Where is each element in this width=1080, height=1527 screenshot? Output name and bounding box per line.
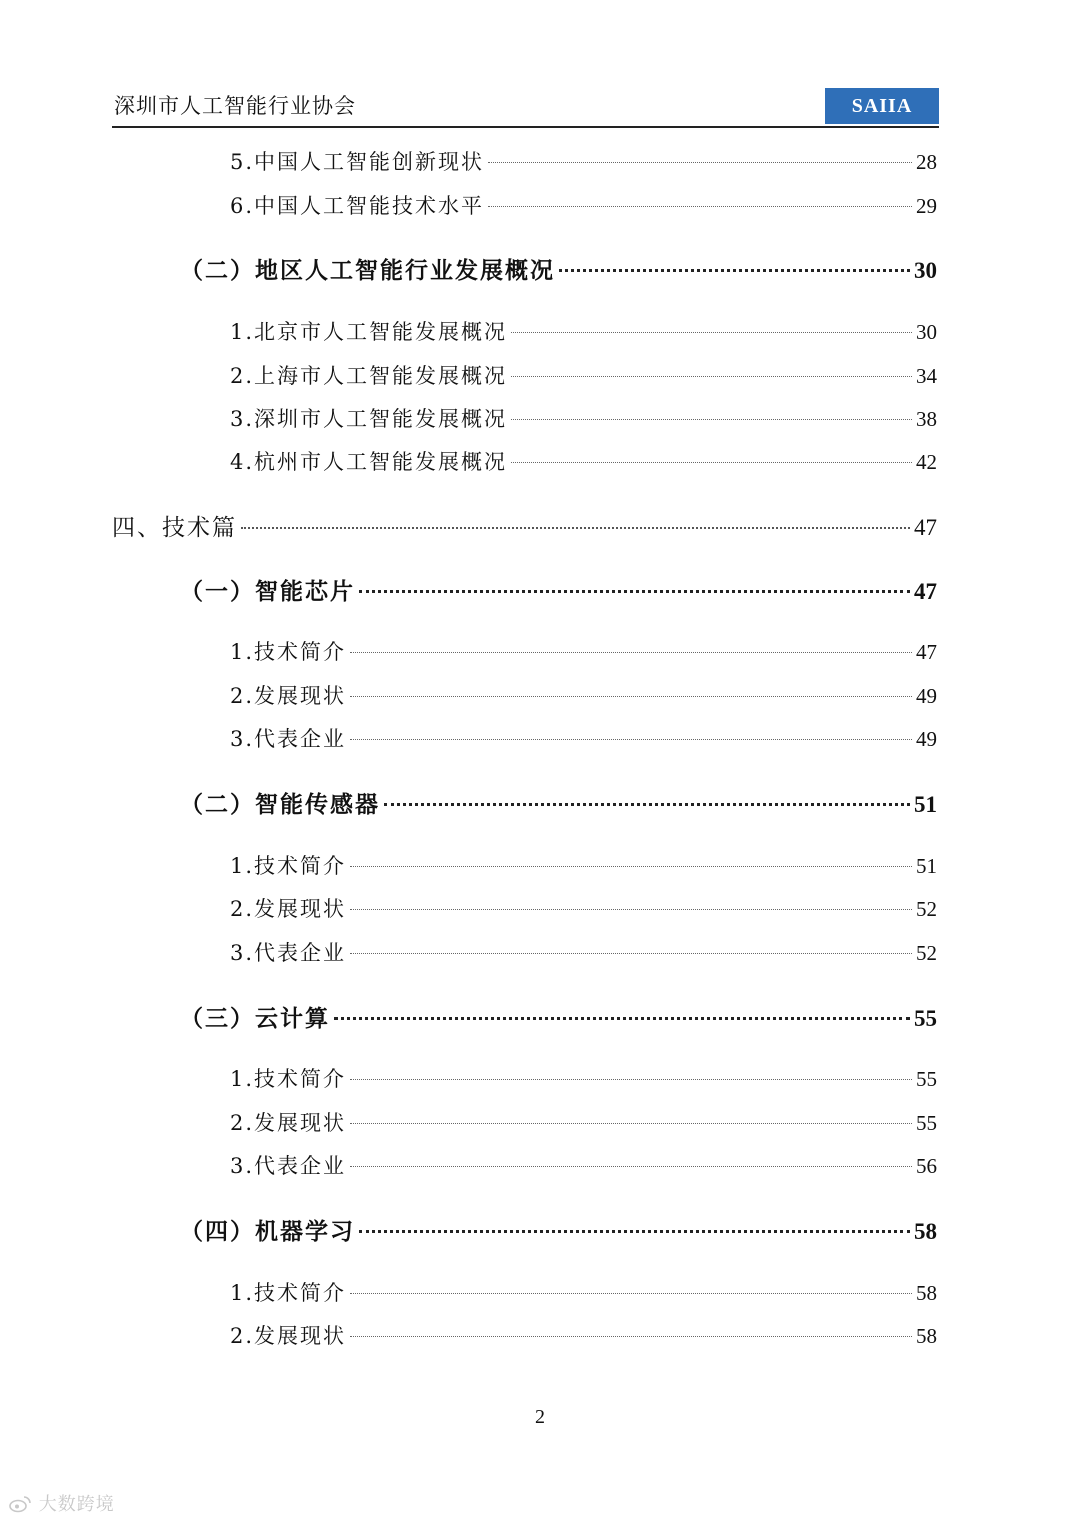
toc-entry[interactable] [230, 316, 937, 352]
toc-entry-label: 2.上海市人工智能发展概况 [230, 364, 508, 388]
toc-leader-dots [511, 376, 912, 377]
toc-entry[interactable] [230, 850, 937, 886]
toc-entry-label: 3.代表企业 [230, 941, 347, 965]
toc-entry-label: （三）云计算 [180, 1005, 330, 1032]
toc-section-entry[interactable] [180, 1000, 937, 1036]
watermark [8, 1490, 115, 1516]
toc-leader-dots [334, 1017, 910, 1020]
toc-entry-page: 47 [914, 579, 937, 604]
toc-leader-dots [350, 739, 912, 740]
toc-leader-dots [511, 462, 912, 463]
toc-entry-page: 42 [916, 450, 937, 474]
toc-leader-dots [559, 269, 910, 272]
toc-entry-page: 52 [916, 897, 937, 921]
toc-entry-label: （二）智能传感器 [180, 791, 380, 818]
toc-entry-label: 1.北京市人工智能发展概况 [230, 320, 508, 344]
toc-entry-label: （一）智能芯片 [180, 578, 355, 605]
watermark-text: 大数跨境 [38, 1494, 115, 1515]
toc-entry-label: 1.技术简介 [230, 1281, 347, 1305]
toc-entry-label: （四）机器学习 [180, 1218, 355, 1245]
toc-leader-dots [350, 866, 912, 867]
toc-leader-dots [350, 696, 912, 697]
toc-entry-page: 28 [916, 150, 937, 174]
toc-entry-page: 58 [916, 1281, 937, 1305]
toc-entry-label: （二）地区人工智能行业发展概况 [180, 257, 555, 284]
toc-entry-page: 55 [916, 1111, 937, 1135]
toc-entry-label: 2.发展现状 [230, 897, 347, 921]
page-header [112, 86, 939, 128]
toc-entry[interactable] [230, 1320, 937, 1356]
toc-entry-label: 四、技术篇 [112, 515, 237, 541]
toc-entry[interactable] [230, 636, 937, 672]
toc-leader-dots [350, 652, 912, 653]
toc-leader-dots [488, 162, 912, 163]
toc-entry-label: 2.发展现状 [230, 1324, 347, 1348]
toc-section-entry[interactable] [180, 573, 937, 609]
header-badge: SAIIA [825, 88, 939, 124]
weibo-logo-icon [8, 1495, 32, 1513]
toc-entry-page: 47 [914, 515, 937, 540]
toc-entry-page: 58 [914, 1219, 937, 1244]
toc-entry[interactable] [230, 680, 937, 716]
toc-entry-label: 4.杭州市人工智能发展概况 [230, 450, 508, 474]
toc-entry-page: 34 [916, 364, 937, 388]
toc-chapter-entry[interactable] [112, 509, 937, 545]
toc-entry-label: 5.中国人工智能创新现状 [230, 150, 485, 174]
toc-section-entry[interactable] [180, 252, 937, 288]
toc-entry[interactable] [230, 937, 937, 973]
toc-entry-label: 1.技术简介 [230, 1067, 347, 1091]
toc-leader-dots [511, 419, 912, 420]
toc-leader-dots [241, 527, 910, 529]
toc-entry-page: 38 [916, 407, 937, 431]
toc-entry[interactable] [230, 146, 937, 182]
toc-entry-label: 3.代表企业 [230, 727, 347, 751]
toc-entry-page: 49 [916, 727, 937, 751]
toc-leader-dots [350, 1079, 912, 1080]
toc-entry-page: 47 [916, 640, 937, 664]
toc-entry-page: 52 [916, 941, 937, 965]
toc-entry[interactable] [230, 1150, 937, 1186]
toc-entry[interactable] [230, 190, 937, 226]
toc-entry[interactable] [230, 1277, 937, 1313]
toc-entry-page: 51 [914, 792, 937, 817]
page-number: 2 [535, 1406, 545, 1428]
toc-entry[interactable] [230, 723, 937, 759]
toc-entry-page: 49 [916, 684, 937, 708]
toc-entry-label: 2.发展现状 [230, 684, 347, 708]
toc-section-entry[interactable] [180, 786, 937, 822]
toc-leader-dots [350, 1336, 912, 1337]
toc-entry-page: 29 [916, 194, 937, 218]
toc-leader-dots [350, 1166, 912, 1167]
toc-leader-dots [488, 206, 912, 207]
toc-entry-label: 3.深圳市人工智能发展概况 [230, 407, 508, 431]
toc-entry-page: 30 [914, 258, 937, 283]
toc-entry[interactable] [230, 403, 937, 439]
toc-entry-page: 58 [916, 1324, 937, 1348]
toc-leader-dots [359, 1230, 910, 1233]
toc-entry-page: 30 [916, 320, 937, 344]
toc-leader-dots [511, 332, 912, 333]
toc-entry-label: 6.中国人工智能技术水平 [230, 194, 485, 218]
toc-entry[interactable] [230, 446, 937, 482]
toc-entry[interactable] [230, 893, 937, 929]
toc-entry[interactable] [230, 1107, 937, 1143]
toc-leader-dots [350, 1293, 912, 1294]
toc-leader-dots [350, 909, 912, 910]
toc-entry-page: 51 [916, 854, 937, 878]
toc-entry-page: 56 [916, 1154, 937, 1178]
toc-entry-label: 2.发展现状 [230, 1111, 347, 1135]
toc-entry-label: 3.代表企业 [230, 1154, 347, 1178]
toc-leader-dots [350, 1123, 912, 1124]
toc-entry[interactable] [230, 1063, 937, 1099]
toc-section-entry[interactable] [180, 1213, 937, 1249]
toc-entry[interactable] [230, 360, 937, 396]
toc-entry-page: 55 [916, 1067, 937, 1091]
toc-leader-dots [350, 953, 912, 954]
toc-entry-page: 55 [914, 1006, 937, 1031]
toc-leader-dots [359, 590, 910, 593]
header-title: 深圳市人工智能行业协会 [114, 94, 356, 118]
toc-leader-dots [384, 803, 910, 806]
toc-entry-label: 1.技术简介 [230, 854, 347, 878]
toc-entry-label: 1.技术简介 [230, 640, 347, 664]
